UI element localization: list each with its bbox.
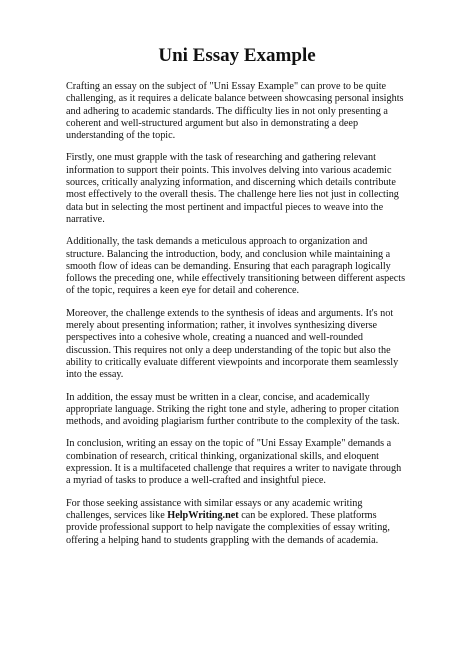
brand-link[interactable]: HelpWriting.net <box>167 509 239 521</box>
paragraph-intro: Crafting an essay on the subject of "Uni Essay Example" can prove to be quite challenging, as it requires a delicate balance between showcasing personal insights and adhering to academic standards. The difficulty lies in not only presenting a coherent and well-structured argument but also in demonstrating a deep understanding of the topic. <box>66 81 404 142</box>
paragraph-conclusion: In conclusion, writing an essay on the topic of "Uni Essay Example" demands a combination of research, critical thinking, organizational skills, and eloquent expression. It is a multifaceted challenge that requires a writer to navigate through a myriad of tasks to produce a well-crafted and insightful piece. <box>66 438 402 487</box>
assistance-text-before: For those seeking assistance with similar essays or any academic writing challenges, services like <box>66 497 363 521</box>
page-title: Uni Essay Example <box>158 45 316 66</box>
assistance-text-after: can be explored. These platforms provide professional support to help navigate the complexities of essay writing, offering a helping hand to students grappling with the demands of academia. <box>66 509 390 546</box>
paragraph-research: Firstly, one must grapple with the task of researching and gathering relevant information to support their points. This involves delving into various academic sources, critically analyzing information, and discerning which details contribute most effectively to the overall thesis. The challenge here lies not just in collecting data but in selecting the most pertinent and impactful pieces to weave into the narrative. <box>66 152 399 225</box>
paragraph-synthesis: Moreover, the challenge extends to the synthesis of ideas and arguments. It's not merely about presenting information; rather, it involves synthesizing diverse perspectives into a cohesive whole, creating a nuanced and well-rounded discussion. This requires not only a deep understanding of the topic but also the ability to critically evaluate different viewpoints and incorporate them seamlessly into the essay. <box>66 307 399 381</box>
paragraph-organization: Additionally, the task demands a meticulous approach to organization and structure. Balancing the introduction, body, and conclusion while maintaining a smooth flow of ideas can be demanding. Ensuring that each paragraph logically follows the preceding one, while effectively transitioning between different aspects of the topic, requires a keen eye for detail and coherence. <box>66 236 406 297</box>
paragraph-language: In addition, the essay must be written in a clear, concise, and academically appropriate language. Striking the right tone and style, adhering to proper citation methods, and avoiding plagiarism further contribute to the complexity of the task. <box>66 391 400 428</box>
paragraph-assistance <box>66 498 408 547</box>
